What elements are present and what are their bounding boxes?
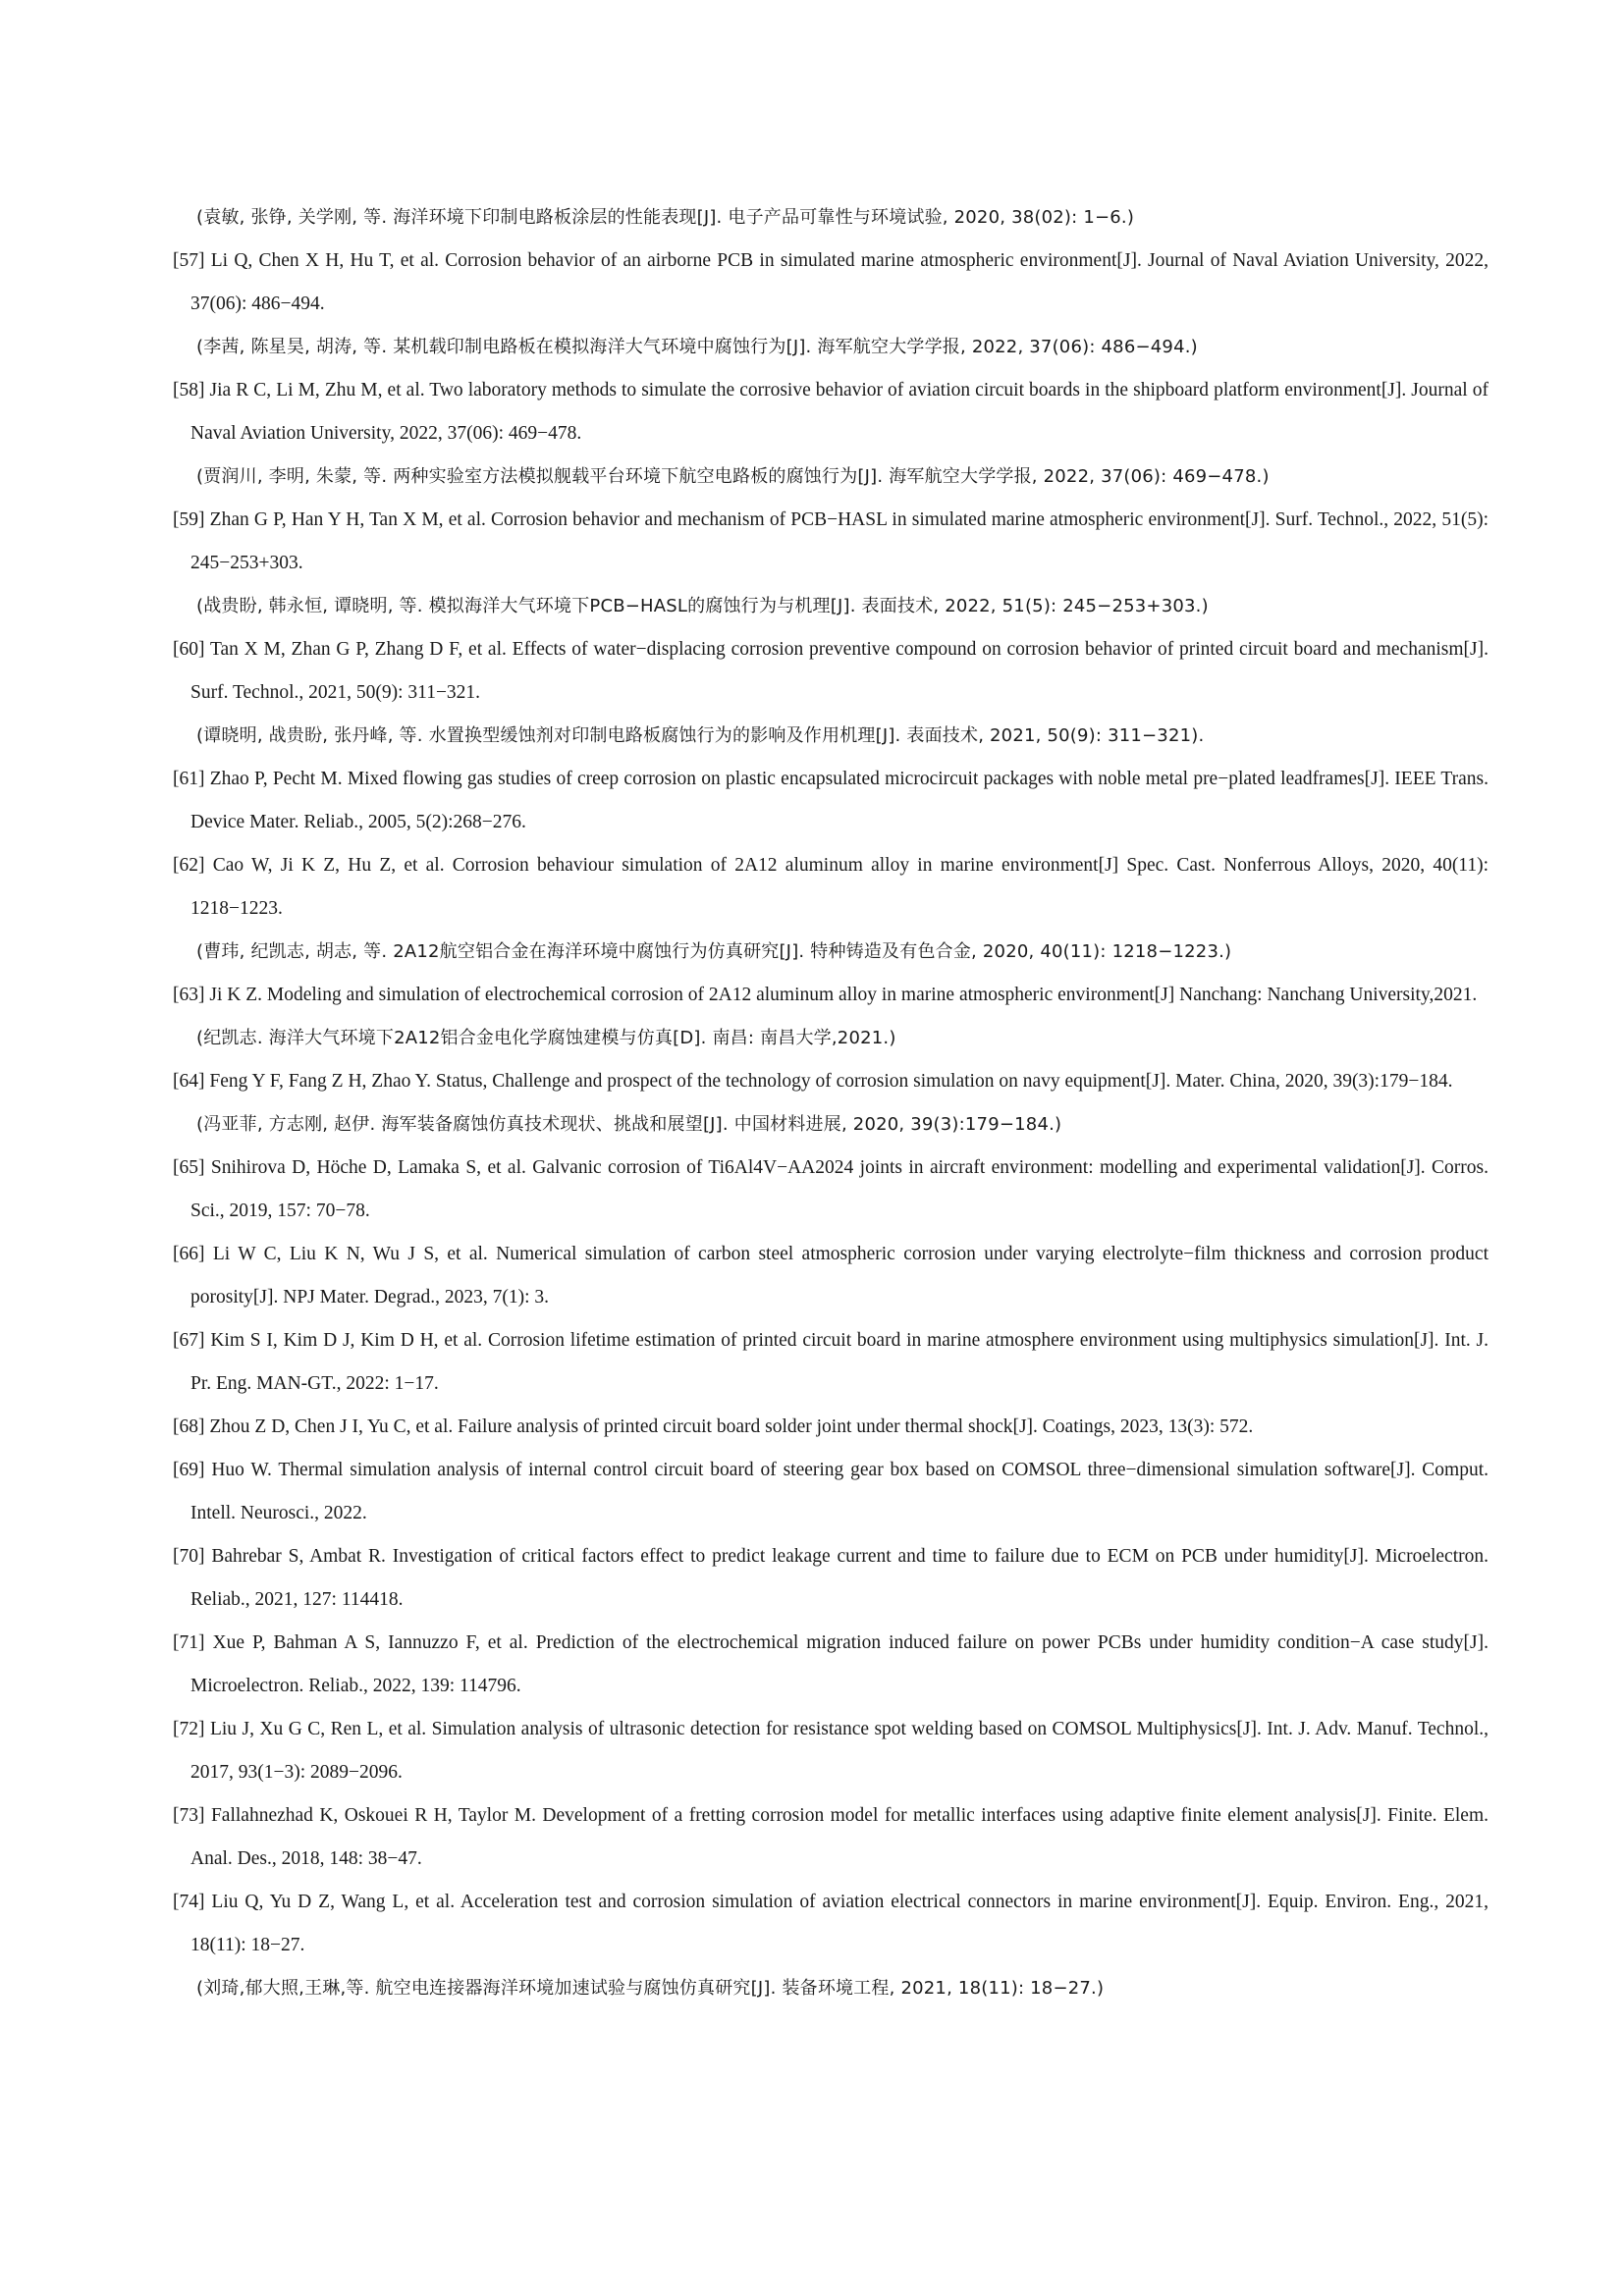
reference-english: Liu J, Xu G C, Ren L, et al. Simulation analysis of ultrasonic detection for resistance spot welding based on COMSOL Multiphysics[J]. Int. J. Adv. Manuf. Technol., 2017, 93(1−3): 2089−2096. [190, 1719, 1489, 1783]
reference-number: [61] [173, 769, 205, 789]
reference-english: Li W C, Liu K N, Wu J S, et al. Numerical simulation of carbon steel atmospheric corrosion under varying electrolyte−film thickness and corrosion product porosity[J]. NPJ Mater. Degrad., 2023, 7(1): 3. [190, 1244, 1489, 1308]
reference-entry [173, 1794, 1489, 1881]
reference-number: [69] [173, 1460, 205, 1480]
reference-text [173, 1881, 1489, 1967]
reference-entry [173, 1060, 1489, 1147]
reference-entry [173, 1708, 1489, 1794]
reference-entry [173, 240, 1489, 369]
reference-entry [173, 1233, 1489, 1319]
reference-english: Tan X M, Zhan G P, Zhang D F, et al. Effects of water−displacing corrosion preventive compound on corrosion behavior of printed circuit board and mechanism[J]. Surf. Technol., 2021, 50(9): 311−321. [190, 639, 1489, 703]
reference-english: Li Q, Chen X H, Hu T, et al. Corrosion behavior of an airborne PCB in simulated marine atmospheric environment[J]. Journal of Naval Aviation University, 2022, 37(06): 486−494. [190, 250, 1489, 314]
reference-number: [57] [173, 250, 205, 271]
reference-english: Ji K Z. Modeling and simulation of electrochemical corrosion of 2A12 aluminum alloy in marine atmospheric environment[J] Nanchang: Nanchang University,2021. [209, 985, 1478, 1005]
reference-text [173, 1060, 1489, 1103]
reference-number: [68] [173, 1416, 205, 1437]
reference-number: [72] [173, 1719, 205, 1739]
reference-chinese-translation: (战贵盼, 韩永恒, 谭晓明, 等. 模拟海洋大气环境下PCB−HASL的腐蚀行为与机理[J]. 表面技术, 2022, 51(5): 245−253+303.) [196, 596, 1209, 616]
reference-entry [173, 1535, 1489, 1622]
reference-english: Zhou Z D, Chen J I, Yu C, et al. Failure analysis of printed circuit board solder joint under thermal shock[J]. Coatings, 2023, 13(3): 572. [209, 1416, 1254, 1437]
reference-entry [173, 1406, 1489, 1449]
reference-entry [173, 196, 1489, 240]
reference-number: [60] [173, 639, 205, 660]
reference-text [173, 499, 1489, 585]
reference-number: [58] [173, 380, 205, 400]
reference-chinese-translation: (李茜, 陈星昊, 胡涛, 等. 某机载印制电路板在模拟海洋大气环境中腐蚀行为[J]. 海军航空大学学报, 2022, 37(06): 486−494.) [196, 337, 1198, 357]
reference-entry [173, 369, 1489, 499]
reference-english: Feng Y F, Fang Z H, Zhao Y. Status, Challenge and prospect of the technology of corrosion simulation on navy equipment[J]. Mater. China, 2020, 39(3):179−184. [209, 1071, 1453, 1092]
reference-entry [173, 499, 1489, 628]
reference-text [173, 1406, 1489, 1449]
reference-english: Jia R C, Li M, Zhu M, et al. Two laboratory methods to simulate the corrosive behavior of aviation circuit boards in the shipboard platform environment[J]. Journal of Naval Aviation University, 2022, 37(06): 469−478. [190, 380, 1489, 444]
reference-number: [74] [173, 1892, 205, 1912]
reference-entry [173, 844, 1489, 974]
reference-chinese-translation: (谭晓明, 战贵盼, 张丹峰, 等. 水置换型缓蚀剂对印制电路板腐蚀行为的影响及作用机理[J]. 表面技术, 2021, 50(9): 311−321). [196, 725, 1205, 746]
reference-text [173, 1147, 1489, 1233]
reference-number: [63] [173, 985, 205, 1005]
reference-text [173, 628, 1489, 715]
reference-text [173, 369, 1489, 455]
reference-chinese-translation: (纪凯志. 海洋大气环境下2A12铝合金电化学腐蚀建模与仿真[D]. 南昌: 南昌大学,2021.) [196, 1028, 896, 1048]
reference-text [173, 240, 1489, 326]
reference-english: Xue P, Bahman A S, Iannuzzo F, et al. Prediction of the electrochemical migration induced failure on power PCBs under humidity condition−A case study[J]. Microelectron. Reliab., 2022, 139: 114796. [190, 1632, 1489, 1696]
reference-entry [173, 974, 1489, 1060]
reference-entry [173, 758, 1489, 844]
reference-english: Bahrebar S, Ambat R. Investigation of critical factors effect to predict leakage current and time to failure due to ECM on PCB under humidity[J]. Microelectron. Reliab., 2021, 127: 114418. [190, 1546, 1489, 1610]
reference-list [173, 196, 1489, 2010]
reference-english: Snihirova D, Höche D, Lamaka S, et al. Galvanic corrosion of Ti6Al4V−AA2024 joints in aircraft environment: modelling and experimental validation[J]. Corros. Sci., 2019, 157: 70−78. [190, 1157, 1489, 1221]
reference-text [173, 1449, 1489, 1535]
reference-english: Zhan G P, Han Y H, Tan X M, et al. Corrosion behavior and mechanism of PCB−HASL in simulated marine atmospheric environment[J]. Surf. Technol., 2022, 51(5): 245−253+303. [190, 509, 1489, 573]
reference-english: Zhao P, Pecht M. Mixed flowing gas studies of creep corrosion on plastic encapsulated microcircuit packages with noble metal pre−plated leadframes[J]. IEEE Trans. Device Mater. Reliab., 2005, 5(2):268−276. [190, 769, 1489, 832]
reference-text [173, 974, 1489, 1017]
reference-entry [173, 1319, 1489, 1406]
reference-chinese-translation: (刘琦,郁大照,王琳,等. 航空电连接器海洋环境加速试验与腐蚀仿真研究[J]. 装备环境工程, 2021, 18(11): 18−27.) [196, 1978, 1105, 1999]
reference-entry [173, 1147, 1489, 1233]
reference-english: Liu Q, Yu D Z, Wang L, et al. Acceleration test and corrosion simulation of aviation electrical connectors in marine environment[J]. Equip. Environ. Eng., 2021, 18(11): 18−27. [190, 1892, 1489, 1955]
reference-text [173, 844, 1489, 931]
reference-number: [73] [173, 1805, 205, 1826]
reference-chinese-translation: (曹玮, 纪凯志, 胡志, 等. 2A12航空铝合金在海洋环境中腐蚀行为仿真研究[J]. 特种铸造及有色合金, 2020, 40(11): 1218−1223.) [196, 941, 1232, 962]
reference-entry [173, 628, 1489, 758]
reference-english: Fallahnezhad K, Oskouei R H, Taylor M. Development of a fretting corrosion model for metallic interfaces using adaptive finite element analysis[J]. Finite. Elem. Anal. Des., 2018, 148: 38−47. [190, 1805, 1489, 1869]
reference-text [173, 1708, 1489, 1794]
reference-text [173, 1794, 1489, 1881]
reference-number: [65] [173, 1157, 205, 1178]
reference-text [173, 1622, 1489, 1708]
reference-text [173, 1319, 1489, 1406]
reference-number: [71] [173, 1632, 205, 1653]
reference-text [173, 1233, 1489, 1319]
reference-number: [62] [173, 855, 205, 876]
reference-chinese-translation: (冯亚菲, 方志刚, 赵伊. 海军装备腐蚀仿真技术现状、挑战和展望[J]. 中国材料进展, 2020, 39(3):179−184.) [196, 1114, 1062, 1135]
reference-number: [70] [173, 1546, 205, 1567]
reference-chinese-translation: (贾润川, 李明, 朱蒙, 等. 两种实验室方法模拟舰载平台环境下航空电路板的腐蚀行为[J]. 海军航空大学学报, 2022, 37(06): 469−478.) [196, 466, 1270, 487]
reference-entry [173, 1449, 1489, 1535]
reference-english: Kim S I, Kim D J, Kim D H, et al. Corrosion lifetime estimation of printed circuit board in marine atmosphere environment using multiphysics simulation[J]. Int. J. Pr. Eng. MAN-GT., 2022: 1−17. [190, 1330, 1489, 1394]
reference-text [173, 758, 1489, 844]
reference-number: [64] [173, 1071, 205, 1092]
reference-number: [59] [173, 509, 205, 530]
reference-number: [67] [173, 1330, 205, 1351]
reference-english: Cao W, Ji K Z, Hu Z, et al. Corrosion behaviour simulation of 2A12 aluminum alloy in marine environment[J] Spec. Cast. Nonferrous Alloys, 2020, 40(11): 1218−1223. [190, 855, 1489, 919]
reference-number: [66] [173, 1244, 205, 1264]
reference-text [173, 1535, 1489, 1622]
reference-entry [173, 1622, 1489, 1708]
reference-english: Huo W. Thermal simulation analysis of internal control circuit board of steering gear box based on COMSOL three−dimensional simulation software[J]. Comput. Intell. Neurosci., 2022. [190, 1460, 1489, 1523]
reference-chinese-translation: (袁敏, 张铮, 关学刚, 等. 海洋环境下印制电路板涂层的性能表现[J]. 电子产品可靠性与环境试验, 2020, 38(02): 1−6.) [196, 207, 1135, 228]
reference-entry [173, 1881, 1489, 2010]
